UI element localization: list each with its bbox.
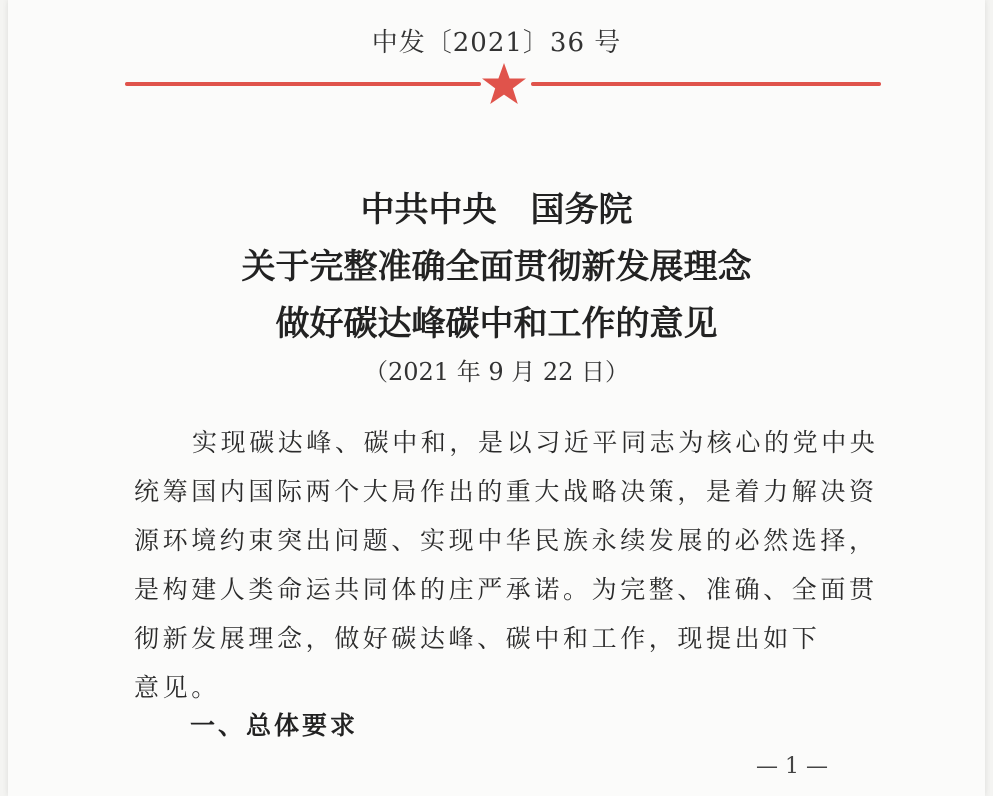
red-rule-left [125, 82, 481, 86]
document-number: 中发〔2021〕36 号 [371, 28, 622, 58]
red-star-icon [480, 62, 528, 106]
body-paragraph [134, 418, 894, 712]
document-page [8, 0, 985, 796]
red-rule-right [531, 82, 881, 86]
document-date: （2021 年 9 月 22 日） [363, 358, 630, 386]
body-line: 统筹国内国际两个大局作出的重大战略决策，是着力解决资 [134, 477, 878, 506]
title-line-1: 中共中央 国务院 [360, 190, 633, 230]
section-heading: 一、总体要求 [190, 711, 359, 740]
document-title [8, 182, 985, 353]
body-line: 实现碳达峰、碳中和，是以习近平同志为核心的党中央 [192, 428, 879, 457]
page-number: — 1 — [756, 754, 828, 779]
title-line-3: 做好碳达峰碳中和工作的意见 [275, 304, 718, 344]
body-line: 彻新发展理念，做好碳达峰、碳中和工作，现提出如下 [134, 624, 821, 653]
title-line-2: 关于完整准确全面贯彻新发展理念 [241, 247, 752, 287]
body-line: 意见。 [134, 673, 220, 702]
body-line: 源环境约束突出问题、实现中华民族永续发展的必然选择， [134, 526, 878, 555]
body-line: 是构建人类命运共同体的庄严承诺。为完整、准确、全面贯 [134, 575, 878, 604]
